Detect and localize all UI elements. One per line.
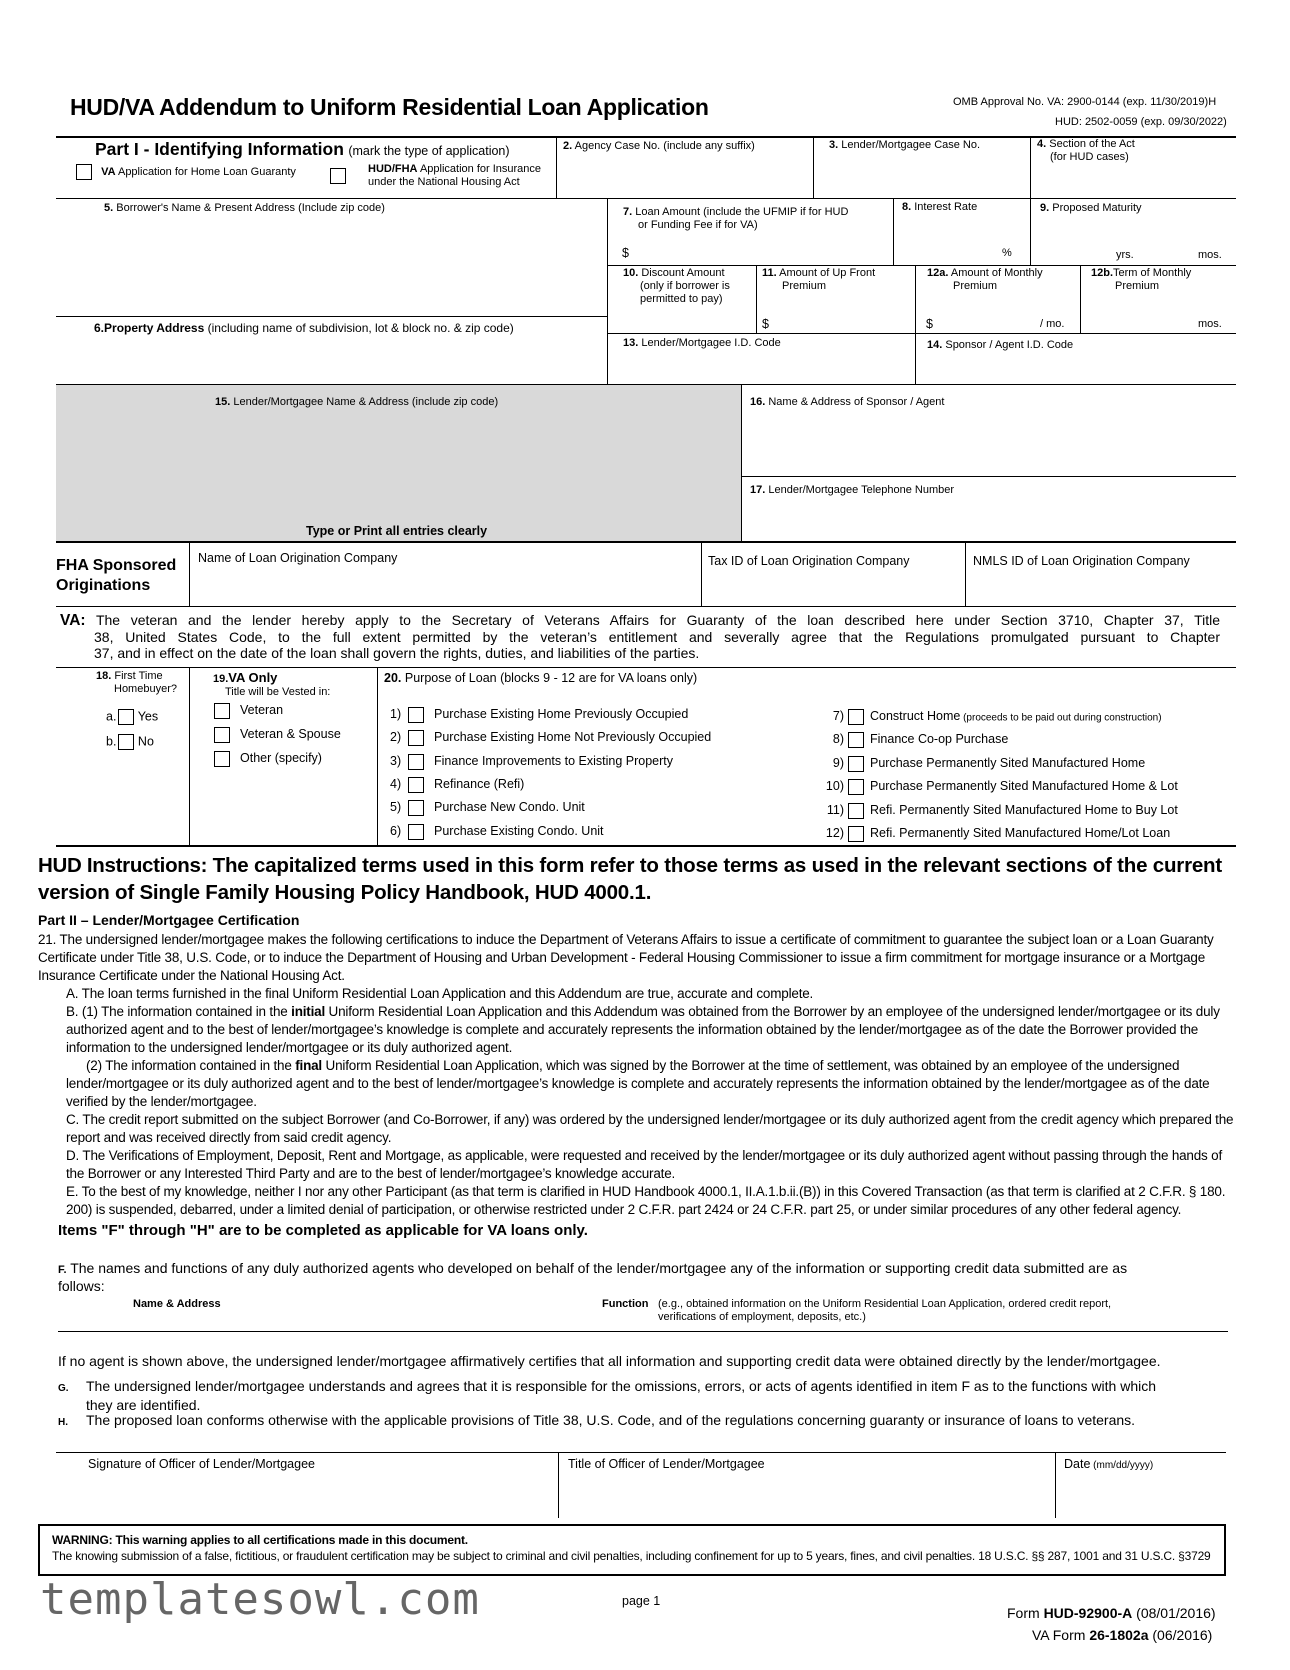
purpose-6[interactable]: 6) Purchase Existing Condo. Unit xyxy=(390,824,604,839)
vested-other-checkbox[interactable] xyxy=(214,751,230,767)
hud-instructions: HUD Instructions: The capitalized terms used in this form refer to those terms as used in the relevant sections of the current version of Single Family Housing Policy Handbook, HUD 4000.1. xyxy=(38,854,1223,904)
borrower-name-address-label: 5. Borrower's Name & Present Address (Include zip code) xyxy=(104,202,385,214)
purpose-2[interactable]: 2) Purchase Existing Home Not Previously Occupied xyxy=(390,730,712,745)
purpose-11[interactable]: 11) Refi. Permanently Sited Manufactured Home to Buy Lot xyxy=(826,803,1178,818)
lender-id-code-label: 13. Lender/Mortgagee I.D. Code xyxy=(623,337,781,349)
lender-phone-label: 17. Lender/Mortgagee Telephone Number xyxy=(750,484,955,496)
title-field[interactable] xyxy=(560,1475,1054,1518)
part2-certifications: 21. The undersigned lender/mortgagee makes the following certifications to induce the Department of Veterans Affairs to issue a certificate of commitment to guarantee the subject loan or a Loan Guaranty Certificate under Title 38, U.S. Code, or to induce the Department of Housing and Urban Development - Federal Housing Commissioner to issue a firm commitment for mortgage insurance or a Mortgage Insurance Certificate under the National Housing Act. A. The loan terms furnished in the final Uniform Residential Loan Application and this Addendum are true, accurate and complete. B. (1) The information contained in the initial Uniform Residential Loan Application and this Addendum was obtained from the Borrower by an employee of the undersigned lender/mortgagee or its duly authorized agent and to the best of lender/mortgagee’s knowledge is complete and accurately represents the information obtained by the lender/mortgagee as of the date the Borrower provided the information to the undersigned lender/mortgagee or its duly authorized agent. (2) The information contained in the final Uniform Residential Loan Application, which was signed by the Borrower at the time of settlement, was obtained by an employee of the undersigned lender/mortgagee or its duly authorized agent and to the best of lender/mortgagee’s knowledge is complete and accurately represents the information obtained by the lender/mortgagee as of the date verified by the lender/mortgagee. C. The credit report submitted on the subject Borrower (and Co-Borrower, if any) was ordered by the undersigned lender/mortgagee or its duly authorized agent from the credit agency which prepared the report and was received directly from said credit agency. D. The Verifications of Employment, Deposit, Rent and Mortgage, as applicable, were requested and received by the lender/mortgagee or its duly authorized agent without passing through the hands of the Borrower or any Interested Third Party and are to the best of lender/mortgagee’s knowledge accurate. E. To the best of my knowledge, neither I nor any other Participant (as that term is clarified in HUD Handbook 4000.1, II.A.1.b.ii.(B)) in this Covered Transaction (as that term is clarified at 2 C.F.R. § 180. 200) is suspended, debarred, under a limited denial of participation, or otherwise restricted under 2 C.F.R. part 2424 or 24 C.F.R. part 25, or under similar procedures of any other federal agency. xyxy=(38,932,1234,1217)
homebuyer-yes-checkbox[interactable] xyxy=(118,709,134,725)
property-address-label: 6.Property Address (including name of subdivision, lot & block no. & zip code) xyxy=(94,321,514,335)
homebuyer-yes-option[interactable]: a. Yes xyxy=(106,709,159,724)
watermark: templatesowl.com xyxy=(40,1574,480,1625)
items-f-h-note: Items "F" through "H" are to be completed as applicable for VA loans only. xyxy=(58,1222,588,1239)
va-statement: VA: The veteran and the lender hereby apply to the Secretary of Veterans Affairs for Guaranty of the loan described here under Section 3710, Chapter 37, Title 38, United States Code, to the full extent permitted by the veteran’s entitlement and severally agree that the Regulations promulgated pursuant to Chapter 37, and in effect on the date of the loan shall govern the rights, duties, and liabilities of the parties. xyxy=(60,612,1220,661)
purpose-11-checkbox[interactable] xyxy=(848,803,864,819)
no-agent-statement: If no agent is shown above, the undersigned lender/mortgagee affirmatively certifies that all information and supporting credit data were obtained directly by the lender/mortgagee. xyxy=(58,1353,1161,1369)
vested-other-option[interactable]: Other (specify) xyxy=(214,751,322,767)
purpose-3[interactable]: 3) Finance Improvements to Existing Property xyxy=(390,754,673,769)
proposed-maturity-label: 9. Proposed Maturity xyxy=(1040,202,1142,214)
item-g: G. The undersigned lender/mortgagee understands and agrees that it is responsible for the omissions, errors, or acts of agents identified in item F as to the functions with which they are identified. xyxy=(58,1378,1157,1413)
purpose-5-checkbox[interactable] xyxy=(408,800,424,816)
purpose-12[interactable]: 12) Refi. Permanently Sited Manufactured Home/Lot Loan xyxy=(825,826,1171,841)
vested-veteran-checkbox[interactable] xyxy=(214,703,230,719)
part2-title: Part II – Lender/Mortgagee Certification xyxy=(38,912,300,928)
form-va-number: VA Form 26-1802a (06/2016) xyxy=(1032,1627,1213,1643)
purpose-of-loan-label: 20. Purpose of Loan (blocks 9 - 12 are for VA loans only) xyxy=(384,671,698,685)
signature-officer-label: Signature of Officer of Lender/Mortgagee xyxy=(88,1457,315,1471)
purpose-2-checkbox[interactable] xyxy=(408,730,424,746)
omb-approval: OMB Approval No. VA: 2900-0144 (exp. 11/30/2019)H xyxy=(953,96,1217,108)
purpose-10-checkbox[interactable] xyxy=(848,779,864,795)
part1-title: Part I - Identifying Information (mark the type of application) xyxy=(95,139,510,159)
item-f: F. The names and functions of any duly authorized agents who developed on behalf of the lender/mortgagee any of the information or supporting credit data submitted are as follows: xyxy=(58,1260,1128,1294)
purpose-9-checkbox[interactable] xyxy=(848,756,864,772)
monthly-premium-amount-label: 12a. Amount of Monthly Premium xyxy=(927,267,1043,292)
omb-hud: HUD: 2502-0059 (exp. 09/30/2022) xyxy=(1055,116,1227,128)
sponsor-id-code-label: 14. Sponsor / Agent I.D. Code xyxy=(927,339,1074,351)
purpose-7-checkbox[interactable] xyxy=(848,709,864,725)
agent-name-address-label: Name & Address xyxy=(133,1298,221,1310)
page-title: HUD/VA Addendum to Uniform Residential Loan Application xyxy=(70,94,709,120)
purpose-1[interactable]: 1) Purchase Existing Home Previously Occupied xyxy=(390,707,689,722)
type-print-note: Type or Print all entries clearly xyxy=(306,524,488,538)
purpose-8[interactable]: 8) Finance Co-op Purchase xyxy=(832,732,1009,747)
warning-box: WARNING: This warning applies to all certifications made in this document. The knowing submission of a false, fictitious, or fraudulent certification may be subject to criminal and civil penalties, including confinement for up to 5 years, fines, and civil penalties. 18 U.S.C. §§ 287, 1001 and 31 U.S.C. §3729 xyxy=(38,1524,1226,1576)
purpose-4-checkbox[interactable] xyxy=(408,777,424,793)
purpose-1-checkbox[interactable] xyxy=(408,707,424,723)
purpose-9[interactable]: 9) Purchase Permanently Sited Manufactured Home xyxy=(832,756,1146,771)
lender-name-address-label: 15. Lender/Mortgagee Name & Address (include zip code) xyxy=(215,396,499,408)
agency-case-no-label: 2. Agency Case No. (include any suffix) xyxy=(563,140,755,152)
purpose-8-checkbox[interactable] xyxy=(848,732,864,748)
upfront-premium-label: 11. Amount of Up Front Premium xyxy=(762,267,876,292)
purpose-4[interactable]: 4) Refinance (Refi) xyxy=(390,777,525,792)
sponsor-name-address-label: 16. Name & Address of Sponsor / Agent xyxy=(750,396,945,408)
date-label: Date (mm/dd/yyyy) xyxy=(1064,1457,1154,1471)
item-h: H. The proposed loan conforms otherwise with the applicable provisions of Title 38, U.S. Code, and of the regulations concerning guaranty or insurance of loans to veterans. xyxy=(58,1412,1136,1428)
purpose-10[interactable]: 10) Purchase Permanently Sited Manufactured Home & Lot xyxy=(825,779,1178,794)
va-only-label: 19.VA Only Title will be Vested in: xyxy=(213,670,331,698)
page-number: page 1 xyxy=(622,1594,661,1608)
form-hud-number: Form HUD-92900-A (08/01/2016) xyxy=(1007,1605,1216,1621)
lender-case-no-label: 3. Lender/Mortgagee Case No. xyxy=(829,139,981,151)
homebuyer-no-checkbox[interactable] xyxy=(118,734,134,750)
discount-amount-label: 10. Discount Amount (only if borrower is permitted to pay) xyxy=(623,267,730,305)
purpose-3-checkbox[interactable] xyxy=(408,754,424,770)
section-of-act-label: 4. Section of the Act (for HUD cases) xyxy=(1037,138,1135,163)
loan-amount-label: 7. Loan Amount (include the UFMIP if for HUD or Funding Fee if for VA) xyxy=(623,206,849,231)
agent-function-label: Function xyxy=(602,1298,649,1310)
homebuyer-no-option[interactable]: b. No xyxy=(106,734,154,749)
fha-sponsored-label: FHA Sponsored Originations xyxy=(56,557,177,594)
purpose-5[interactable]: 5) Purchase New Condo. Unit xyxy=(390,800,585,815)
loan-origination-nmls-id-label: NMLS ID of Loan Origination Company xyxy=(973,554,1190,568)
signature-field[interactable] xyxy=(56,1475,556,1518)
vested-veteran-spouse-checkbox[interactable] xyxy=(214,727,230,743)
interest-rate-label: 8. Interest Rate xyxy=(902,201,978,213)
date-field[interactable] xyxy=(1057,1475,1227,1518)
purpose-6-checkbox[interactable] xyxy=(408,824,424,840)
first-time-homebuyer-label: 18. First Time Homebuyer? xyxy=(96,670,177,695)
loan-origination-tax-id-label: Tax ID of Loan Origination Company xyxy=(708,554,910,568)
purpose-7[interactable]: 7) Construct Home (proceeds to be paid out during construction) xyxy=(832,709,1162,724)
purpose-12-checkbox[interactable] xyxy=(848,826,864,842)
vested-veteran-spouse-option[interactable]: Veteran & Spouse xyxy=(214,727,341,743)
monthly-premium-term-label: 12b.Term of Monthly Premium xyxy=(1091,267,1192,292)
va-application-option[interactable]: VA Application for Home Loan Guaranty xyxy=(76,164,296,180)
vested-veteran-option[interactable]: Veteran xyxy=(214,703,283,719)
loan-origination-company-name-label: Name of Loan Origination Company xyxy=(198,551,398,565)
hud-fha-application-option[interactable] xyxy=(330,168,346,184)
hud-fha-application-checkbox[interactable] xyxy=(330,168,346,184)
title-officer-label: Title of Officer of Lender/Mortgagee xyxy=(568,1457,765,1471)
va-application-checkbox[interactable] xyxy=(76,164,92,180)
